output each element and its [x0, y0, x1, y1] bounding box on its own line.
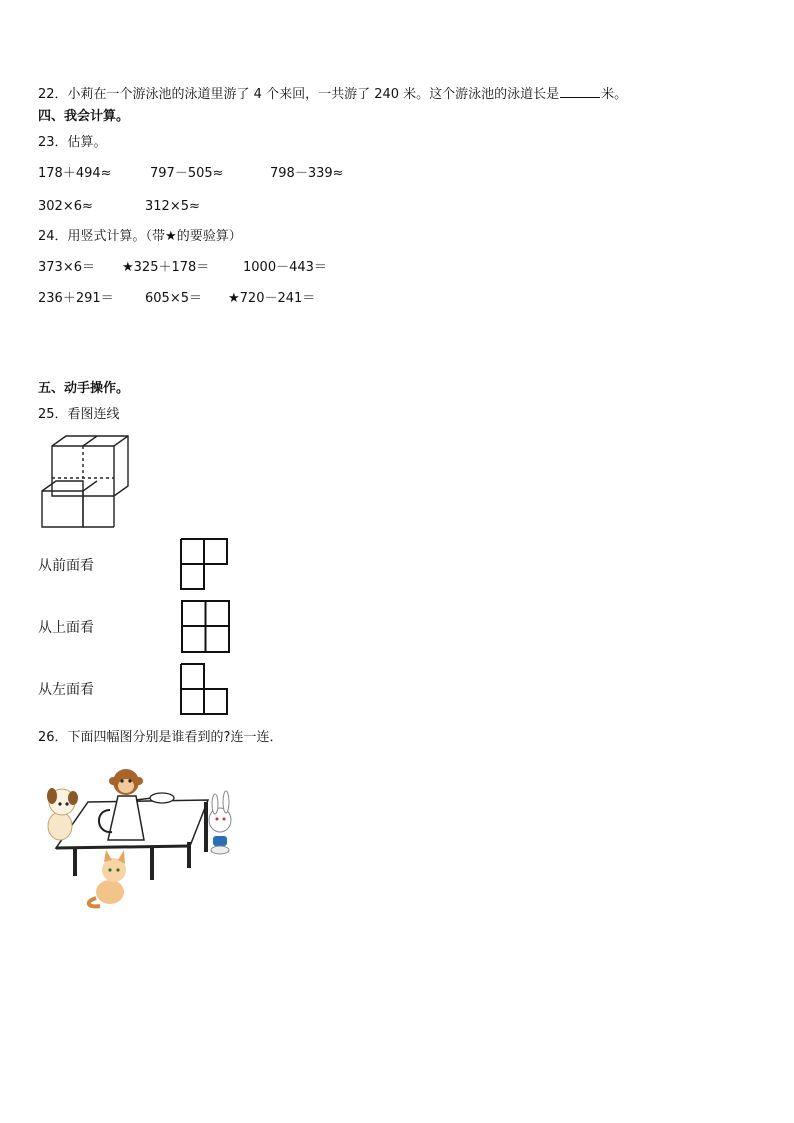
- question-22: [38, 83, 627, 104]
- view-label-front: 从前面看: [38, 558, 94, 574]
- question-24-title: 24．用竖式计算。（带★的要验算）: [38, 229, 242, 244]
- question-23-title: 23．估算。: [38, 135, 107, 150]
- calc-item: ★720－241＝: [228, 291, 316, 306]
- table-scene-illustration: [40, 762, 250, 912]
- section-4-heading: 四、我会计算。: [38, 109, 130, 124]
- question-25-title: 25．看图连线: [38, 407, 120, 422]
- calc-item: 1000－443＝: [243, 260, 327, 275]
- estimate-item: 178＋494≈: [38, 166, 112, 181]
- calc-item: 605×5＝: [145, 291, 202, 306]
- view-label-left: 从左面看: [38, 682, 94, 698]
- question-26-title: 26．下面四幅图分别是谁看到的?连一连．: [38, 730, 283, 745]
- section-5-heading: 五、动手操作。: [38, 381, 130, 396]
- view-label-top: 从上面看: [38, 620, 94, 636]
- view-shape-1[interactable]: [180, 538, 230, 590]
- estimate-item: 312×5≈: [145, 199, 200, 214]
- view-shape-3[interactable]: [180, 663, 230, 716]
- calc-item: 373×6＝: [38, 260, 95, 275]
- estimate-item: 798－339≈: [270, 166, 344, 181]
- estimate-item: 302×6≈: [38, 199, 93, 214]
- view-shape-2[interactable]: [181, 600, 231, 654]
- calc-item: ★325＋178＝: [122, 260, 210, 275]
- calc-item: 236＋291＝: [38, 291, 114, 306]
- estimate-item: 797－505≈: [150, 166, 224, 181]
- q22-text: 22．小莉在一个游泳池的泳道里游了 4 个来回，一共游了 240 米。这个游泳池的泳道长是: [38, 87, 560, 102]
- answer-blank[interactable]: [560, 83, 600, 98]
- q22-unit: 米。: [601, 87, 628, 102]
- cube-stack-figure: [38, 432, 134, 532]
